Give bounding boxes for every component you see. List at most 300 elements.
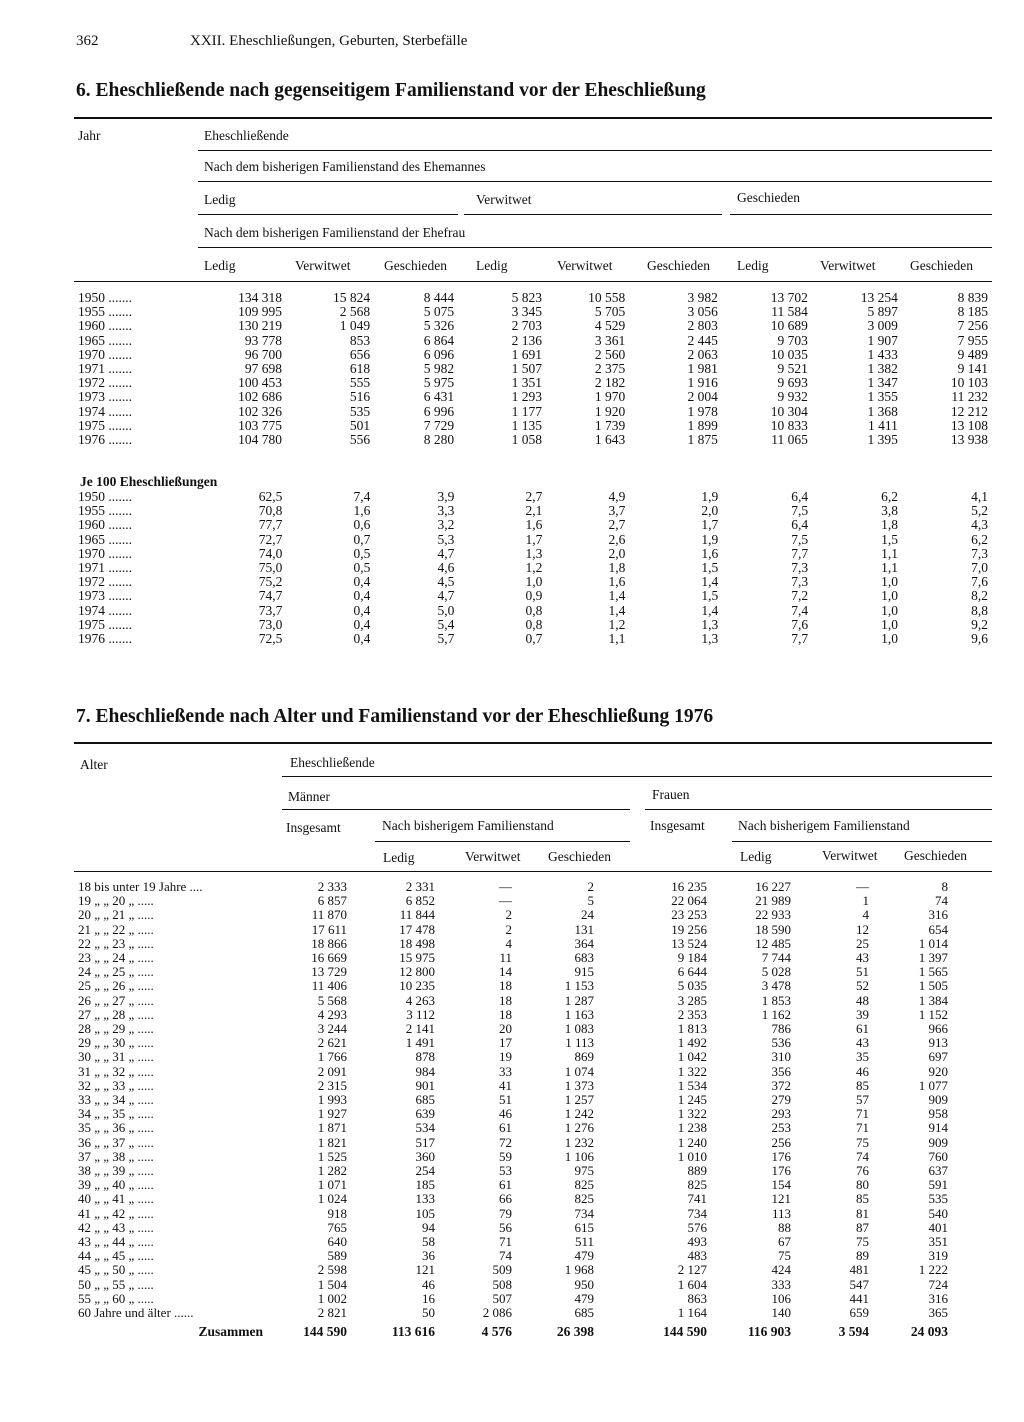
table-cell: 1 397 (918, 950, 948, 966)
row-label: 1976 ....... (78, 631, 132, 647)
total-cell: 3 594 (838, 1324, 869, 1339)
table-cell: 10 833 (770, 417, 808, 433)
table-cell: 14 (499, 964, 512, 980)
table-cell: 1 978 (687, 403, 718, 419)
table-row (78, 880, 948, 894)
table-row (78, 1278, 948, 1292)
table-cell: 0,4 (353, 588, 371, 604)
table-cell: 1 058 (511, 432, 542, 448)
table-cell: 8 839 (957, 290, 988, 305)
table7-sub-ledig-f: Ledig (740, 849, 772, 864)
table-cell: 441 (849, 1290, 869, 1306)
table-cell: 13 938 (950, 432, 988, 448)
table-cell: 6,4 (791, 489, 809, 504)
table-row (78, 1292, 948, 1306)
table-cell: 1 293 (511, 389, 542, 405)
table-row (78, 348, 988, 362)
table-cell: 0,4 (353, 574, 371, 590)
table-cell: 10 235 (399, 978, 435, 994)
table-cell: 140 (771, 1305, 791, 1321)
table-cell: 654 (928, 921, 948, 937)
row-label: 42 „ „ 43 „ ..... (78, 1219, 154, 1235)
table6-rule-1 (198, 150, 992, 151)
table-cell: 5 035 (677, 978, 707, 994)
table-cell: 74 (499, 1248, 512, 1264)
table-cell: 17 611 (311, 921, 347, 937)
table6-sub-4: Ledig (476, 258, 508, 273)
table-cell: 85 (856, 1077, 869, 1093)
table-cell: 825 (687, 1177, 707, 1193)
table-cell: 5 823 (511, 290, 542, 305)
table-cell: 1 077 (918, 1077, 948, 1093)
table-cell: 16 (422, 1290, 435, 1306)
table-cell: 7,4 (791, 602, 809, 618)
table-row (78, 1079, 948, 1093)
table-row (78, 1065, 948, 1079)
table6-head-ledig: Ledig (204, 192, 236, 207)
table-row (78, 951, 948, 965)
table-cell: 8 444 (423, 290, 455, 305)
table-row (78, 533, 988, 547)
table-cell: 62,5 (258, 489, 283, 504)
table-cell: 4,1 (971, 489, 988, 504)
table-cell: 1 604 (677, 1276, 707, 1292)
table7-head-nach-m: Nach bisherigem Familienstand (382, 818, 554, 833)
table7-head-insgesamt-m: Insgesamt (286, 820, 341, 835)
table-cell: 21 989 (755, 893, 791, 909)
table-cell: 1 042 (677, 1049, 707, 1065)
table-cell: 9 693 (777, 375, 808, 391)
row-label: 1975 ....... (78, 616, 132, 632)
table-row (78, 1306, 948, 1320)
row-label: 55 „ „ 60 „ ..... (78, 1290, 154, 1306)
table-cell: 9 184 (677, 950, 707, 966)
table-cell: 4,6 (437, 560, 455, 576)
table6-rule-2 (198, 181, 992, 182)
row-label: 20 „ „ 21 „ ..... (78, 907, 154, 923)
table6-header-bottom-rule (74, 281, 992, 282)
table-cell: 1,6 (525, 517, 543, 533)
table-cell: 7,2 (791, 588, 809, 604)
table-cell: 1,0 (881, 631, 899, 647)
table-cell: 966 (928, 1021, 948, 1037)
table7-rule-2b (645, 809, 992, 810)
table7-head-frauen: Frauen (652, 787, 690, 802)
table-cell: 11 232 (951, 389, 988, 405)
table-cell: 9 489 (957, 346, 988, 362)
table-cell: 2 375 (594, 361, 626, 377)
table-cell: 88 (778, 1219, 791, 1235)
table-cell: 909 (928, 1134, 948, 1150)
row-label: 1976 ....... (78, 432, 132, 448)
table7-col-alter: Alter (80, 757, 108, 772)
table6-col-jahr: Jahr (78, 128, 101, 143)
table-row-total (78, 1325, 948, 1339)
table-cell: 13 254 (860, 290, 898, 305)
table-cell: 2 063 (687, 346, 718, 362)
table-cell: 10 035 (770, 346, 808, 362)
table-cell: 1,1 (881, 560, 899, 576)
table-cell: 7,0 (971, 560, 988, 576)
table-cell: 2 315 (317, 1077, 347, 1093)
table-cell: 17 478 (399, 921, 435, 937)
table-cell: 73,7 (258, 602, 283, 618)
table-row (78, 419, 988, 433)
table-cell: 9,6 (971, 631, 988, 647)
table-cell: 1 384 (918, 992, 948, 1008)
table-cell: 734 (574, 1205, 594, 1221)
table-cell: 6,2 (971, 531, 988, 547)
table-cell: 13 524 (671, 935, 707, 951)
table-cell: 2,1 (525, 503, 543, 519)
page-number: 362 (76, 33, 99, 49)
table7-sub-verw-f: Verwitwet (822, 848, 878, 863)
table-cell: 1 238 (677, 1120, 707, 1136)
table-cell: 10 304 (770, 403, 808, 419)
table-cell: 77,7 (258, 517, 283, 533)
table-cell: 901 (415, 1077, 435, 1093)
table-cell: 2 621 (317, 1035, 347, 1051)
table-cell: 6 857 (317, 893, 347, 909)
table-cell: 576 (687, 1219, 707, 1235)
table-cell: 1,8 (608, 560, 626, 576)
table-cell: 853 (349, 332, 371, 348)
table-cell: 12 (856, 921, 869, 937)
table7-head-eheschliessende: Eheschließende (290, 755, 375, 770)
row-label: 19 „ „ 20 „ ..... (78, 893, 154, 909)
row-label: 1975 ....... (78, 417, 132, 433)
table-cell: 1,3 (701, 631, 719, 647)
table-row (78, 604, 988, 618)
table-cell: 109 995 (238, 304, 283, 320)
table-cell: 10 689 (770, 318, 808, 334)
table-cell: 1 739 (594, 417, 626, 433)
table-cell: 2 086 (482, 1305, 512, 1321)
table7-rule-3b (732, 841, 992, 842)
table-cell: 1 920 (594, 403, 626, 419)
table-cell: 74 (935, 893, 948, 909)
table-cell: 639 (415, 1106, 435, 1122)
table-cell: 1 106 (564, 1148, 594, 1164)
table-cell: 134 318 (238, 290, 283, 305)
row-label: 22 „ „ 23 „ ..... (78, 935, 154, 951)
table-cell: 5 568 (317, 992, 347, 1008)
table-cell: 534 (415, 1120, 435, 1136)
table-cell: 1 525 (317, 1148, 347, 1164)
table-cell: 8,8 (971, 602, 988, 618)
table-cell: 356 (771, 1063, 791, 1079)
table-cell: 975 (574, 1163, 594, 1179)
table6-rule-3c (730, 214, 992, 215)
table-cell: 1 164 (677, 1305, 707, 1321)
table-cell: 0,7 (525, 631, 543, 647)
table-cell: 1 242 (564, 1106, 594, 1122)
table-row (78, 923, 948, 937)
table-cell: 1 162 (761, 1006, 791, 1022)
table-cell: 97 698 (244, 361, 283, 377)
table-cell: 1,3 (525, 545, 543, 561)
table-cell: 13 729 (311, 964, 347, 980)
table-cell: 0,9 (525, 588, 543, 604)
table-row (78, 305, 988, 319)
table-cell: 12 485 (755, 935, 791, 951)
row-label: 1973 ....... (78, 588, 132, 604)
table-cell: 683 (574, 950, 594, 966)
table-cell: 547 (849, 1276, 869, 1292)
table-cell: 3 244 (317, 1021, 347, 1037)
table-cell: 4,5 (437, 574, 455, 590)
table-cell: 11 844 (399, 907, 435, 923)
table-cell: 254 (415, 1163, 435, 1179)
table-cell: 39 (856, 1006, 869, 1022)
table-cell: 2,0 (608, 545, 626, 561)
table-cell: 19 (499, 1049, 512, 1065)
table-cell: 685 (574, 1305, 594, 1321)
table-cell: 316 (928, 1290, 948, 1306)
table-cell: 1,1 (881, 545, 899, 561)
table7-sub-ledig-m: Ledig (383, 850, 415, 865)
table-cell: 96 700 (244, 346, 283, 362)
table-row (78, 937, 948, 951)
table-cell: 2 136 (511, 332, 542, 348)
table6-title: 6. Eheschließende nach gegenseitigem Familienstand vor der Eheschließung (76, 80, 706, 101)
row-label: 1955 ....... (78, 304, 132, 320)
table-cell: 1 433 (867, 346, 898, 362)
table-cell: 0,4 (353, 631, 371, 647)
table-cell: 1 875 (687, 432, 718, 448)
table-cell: 914 (928, 1120, 948, 1136)
table-cell: 1,6 (701, 545, 719, 561)
table-cell: 16 235 (671, 879, 707, 894)
row-label: 1970 ....... (78, 346, 132, 362)
row-label: 37 „ „ 38 „ ..... (78, 1148, 154, 1164)
table-cell: 1 981 (687, 361, 718, 377)
table-cell: 67 (778, 1234, 791, 1250)
table-cell: 869 (574, 1049, 594, 1065)
table-cell: 1 002 (317, 1290, 347, 1306)
table-cell: 1 322 (677, 1106, 707, 1122)
table-cell: 2 127 (677, 1262, 707, 1278)
table-cell: 75 (778, 1248, 791, 1264)
table-cell: 1 766 (317, 1049, 347, 1065)
table-cell: 5 982 (423, 361, 455, 377)
table-cell: 401 (928, 1219, 948, 1235)
table-cell: 319 (928, 1248, 948, 1264)
table-cell: 5,3 (437, 531, 455, 547)
table-cell: 75,0 (258, 560, 283, 576)
table-cell: 2 560 (594, 346, 626, 362)
table-cell: 2,0 (701, 503, 719, 519)
table-cell: 256 (771, 1134, 791, 1150)
table-cell: 43 (856, 950, 869, 966)
table-row (78, 561, 988, 575)
table-cell: 1 351 (511, 375, 542, 391)
table-cell: — (499, 879, 512, 894)
table-cell: 56 (499, 1219, 512, 1235)
table-row (78, 1121, 948, 1135)
row-label: 44 „ „ 45 „ ..... (78, 1248, 154, 1264)
table-cell: 1 505 (918, 978, 948, 994)
row-label: 31 „ „ 32 „ ..... (78, 1063, 154, 1079)
table-row (78, 1150, 948, 1164)
row-label: 26 „ „ 27 „ ..... (78, 992, 154, 1008)
table-cell: 2 568 (339, 304, 371, 320)
table-cell: 4,3 (971, 517, 988, 533)
table-cell: 1,0 (525, 574, 543, 590)
table-cell: 0,6 (353, 517, 371, 533)
table-cell: 8,2 (971, 588, 988, 604)
table-cell: 50 (422, 1305, 435, 1321)
table-cell: 121 (771, 1191, 791, 1207)
table-cell: 0,8 (525, 616, 543, 632)
table-cell: 3 285 (677, 992, 707, 1008)
table-cell: 1 821 (317, 1134, 347, 1150)
table-cell: 9 932 (777, 389, 808, 405)
table-cell: 615 (574, 1219, 594, 1235)
table6-sub-6: Geschieden (647, 258, 710, 273)
table-row (78, 1022, 948, 1036)
table-cell: 516 (349, 389, 371, 405)
table-row (78, 1164, 948, 1178)
table-cell: 23 253 (671, 907, 707, 923)
table-cell: 46 (856, 1063, 869, 1079)
table-cell: 1 382 (867, 361, 898, 377)
table-cell: 913 (928, 1035, 948, 1051)
table-cell: 786 (771, 1021, 791, 1037)
table-cell: 2 182 (594, 375, 626, 391)
table-cell: 6,2 (881, 489, 899, 504)
table7-head-maenner: Männer (288, 789, 330, 804)
table-cell: 7 744 (761, 950, 791, 966)
table-cell: 310 (771, 1049, 791, 1065)
table-cell: 15 975 (399, 950, 435, 966)
table-cell: 1 (862, 893, 869, 909)
table7-title: 7. Eheschließende nach Alter und Familienstand vor der Eheschließung 1976 (76, 706, 714, 727)
table-cell: 1,9 (701, 489, 719, 504)
table-cell: 909 (928, 1092, 948, 1108)
table6-head-geschieden: Geschieden (737, 190, 800, 205)
table-cell: 1 993 (317, 1092, 347, 1108)
table-cell: 863 (687, 1290, 707, 1306)
table-cell: 1 177 (511, 403, 542, 419)
table-cell: 9 141 (957, 361, 988, 377)
table-row (78, 1192, 948, 1206)
row-label: 32 „ „ 33 „ ..... (78, 1077, 154, 1093)
table-cell: 100 453 (238, 375, 283, 391)
table-cell: 7,5 (791, 503, 809, 519)
table6-head-ehemann: Nach dem bisherigen Familienstand des Ehemannes (204, 159, 486, 174)
table-cell: 46 (499, 1106, 512, 1122)
table-cell: 72,5 (258, 631, 283, 647)
table-cell: 4 293 (317, 1006, 347, 1022)
table-cell: 11 870 (311, 907, 347, 923)
table-cell: 1,5 (701, 588, 719, 604)
table-cell: 66 (499, 1191, 512, 1207)
table-cell: 1 643 (594, 432, 626, 448)
table-row (78, 518, 988, 532)
table-cell: 2 821 (317, 1305, 347, 1321)
table-cell: 22 933 (755, 907, 791, 923)
table-cell: 618 (349, 361, 371, 377)
table-cell: 13 702 (770, 290, 808, 305)
table-row (78, 575, 988, 589)
table-cell: 5,2 (971, 503, 988, 519)
table-cell: 121 (415, 1262, 435, 1278)
table-cell: 1,0 (881, 602, 899, 618)
table7-top-rule (74, 742, 992, 744)
table-cell: 85 (856, 1191, 869, 1207)
table-cell: 351 (928, 1234, 948, 1250)
total-cell: 24 093 (910, 1324, 948, 1339)
row-label: 36 „ „ 37 „ ..... (78, 1134, 154, 1150)
table-cell: 11 406 (311, 978, 347, 994)
table-row (78, 1235, 948, 1249)
table-cell: 1 222 (918, 1262, 948, 1278)
table7-header-bottom-rule (74, 871, 992, 872)
table-cell: 2 803 (687, 318, 718, 334)
table-cell: 1 355 (867, 389, 898, 405)
table7-values (78, 880, 948, 1320)
table6-percent-values (78, 490, 988, 646)
table-cell: 102 686 (238, 389, 283, 405)
table-cell: 0,7 (353, 531, 371, 547)
table-cell: 1 491 (405, 1035, 435, 1051)
table-cell: 131 (574, 921, 594, 937)
table-cell: 7,4 (353, 489, 371, 504)
table-cell: 35 (856, 1049, 869, 1065)
table-cell: 7 256 (957, 318, 988, 334)
table-cell: 1 534 (677, 1077, 707, 1093)
table-cell: 2,7 (608, 517, 626, 533)
table-row (78, 589, 988, 603)
table-row (78, 1249, 948, 1263)
table-cell: 3,8 (881, 503, 899, 519)
table-row (78, 319, 988, 333)
table-cell: 71 (856, 1120, 869, 1136)
table-cell: 656 (349, 346, 371, 362)
table-cell: 1,1 (608, 631, 626, 647)
running-title: XXII. Eheschließungen, Geburten, Sterbefälle (190, 33, 468, 49)
row-label: 1950 ....... (78, 489, 132, 504)
table-cell: 58 (422, 1234, 435, 1250)
table-cell: 1 504 (317, 1276, 347, 1292)
table-cell: 1 024 (317, 1191, 347, 1207)
table-cell: 48 (856, 992, 869, 1008)
table-cell: 1,4 (608, 588, 626, 604)
table-cell: 253 (771, 1120, 791, 1136)
row-label: 41 „ „ 42 „ ..... (78, 1205, 154, 1221)
table-cell: 9 521 (777, 361, 808, 377)
table-cell: 3 009 (867, 318, 898, 334)
table-cell: 5 897 (867, 304, 898, 320)
table-cell: 46 (422, 1276, 435, 1292)
table-cell: 1,5 (881, 531, 899, 547)
table-cell: 1 565 (918, 964, 948, 980)
table-cell: 1,2 (525, 560, 543, 576)
table-row (78, 979, 948, 993)
table-cell: 104 780 (238, 432, 283, 448)
table-cell: 53 (499, 1163, 512, 1179)
table-cell: 105 (415, 1205, 435, 1221)
table-row (78, 965, 948, 979)
table6-sub-9: Geschieden (910, 258, 973, 273)
table-cell: 0,8 (525, 602, 543, 618)
table-cell: 2 331 (405, 879, 435, 894)
table-cell: 5,4 (437, 616, 455, 632)
table-cell: 102 326 (238, 403, 283, 419)
total-cell: 26 398 (556, 1324, 594, 1339)
table6-rule-4 (198, 247, 992, 248)
